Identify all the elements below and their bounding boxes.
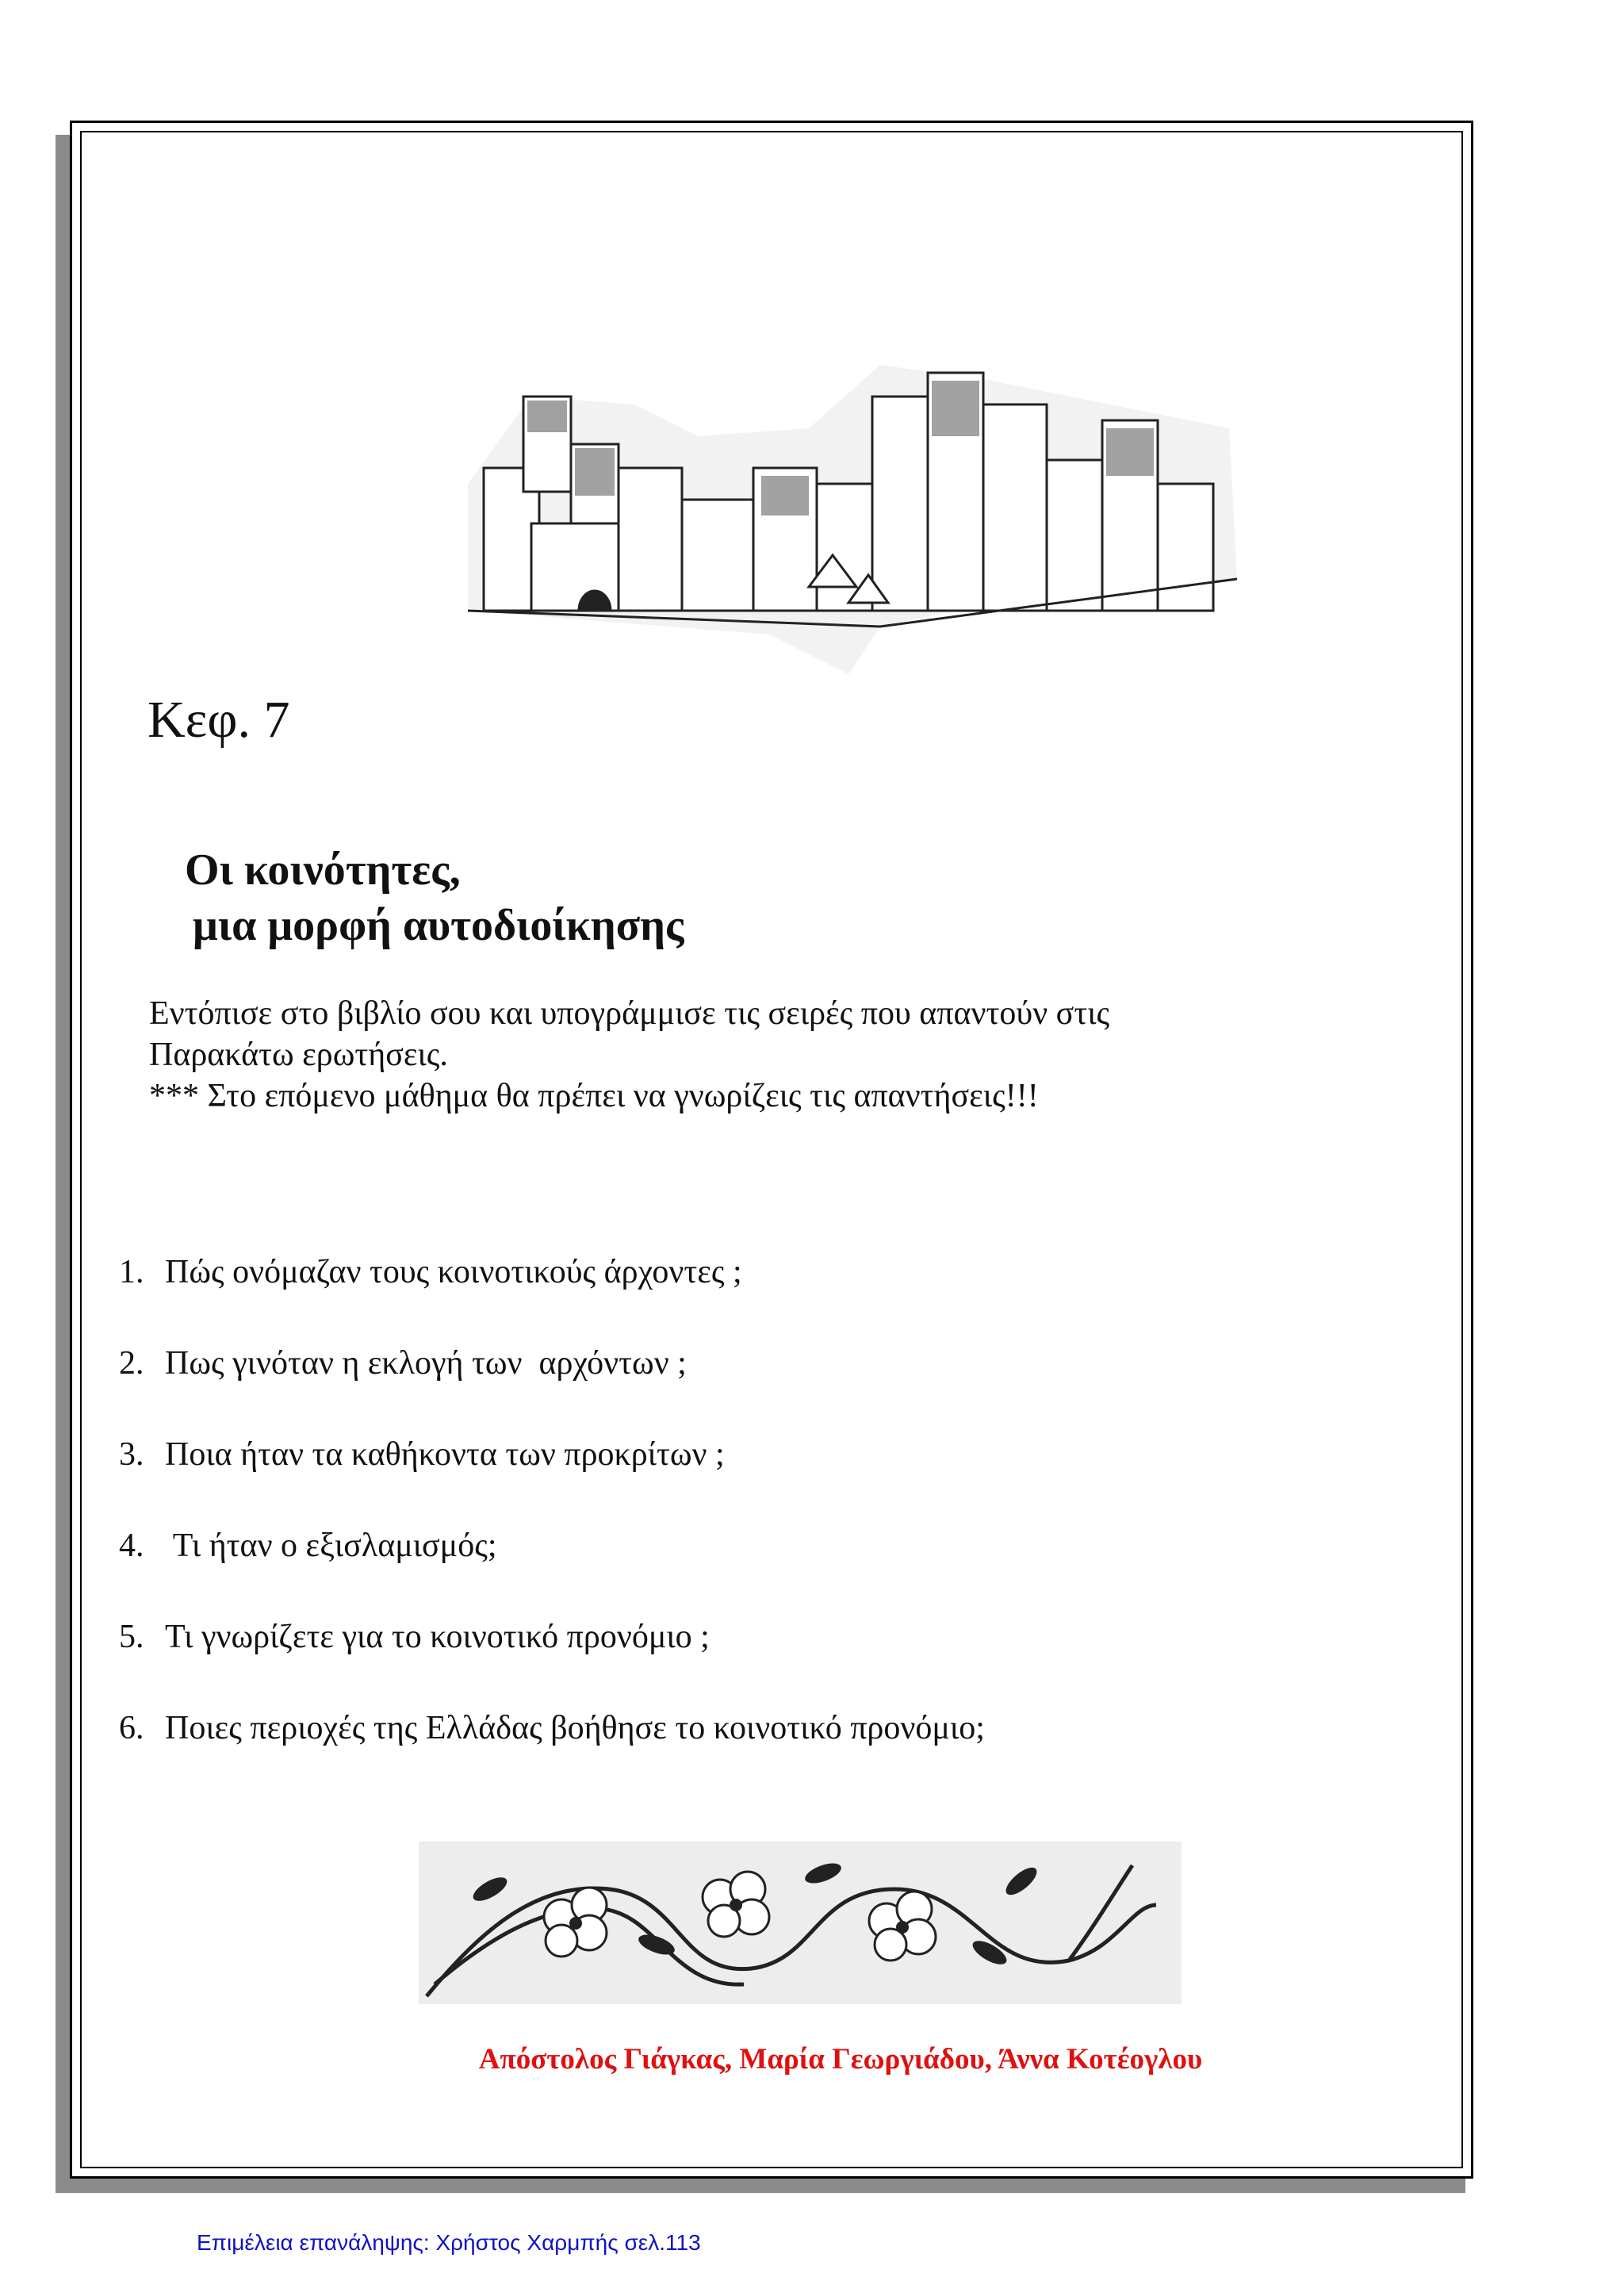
question-text: Ποια ήταν τα καθήκοντα των προκρίτων ; — [165, 1436, 725, 1473]
question-item — [119, 1344, 985, 1435]
title-line-2: μια μορφή αυτοδιοίκησης — [193, 901, 684, 950]
question-text: Ποιες περιοχές της Ελλάδας βοήθησε το κοινοτικό προνόμιο; — [165, 1710, 985, 1746]
question-number: 4. — [119, 1527, 144, 1564]
question-text: Πώς ονόμαζαν τους κοινοτικούς άρχοντες ; — [165, 1254, 742, 1290]
chapter-label: Κεφ. 7 — [147, 691, 290, 749]
authors-credit: Απόστολος Γιάγκας, Μαρία Γεωργιάδου, Άννα Κοτέογλου — [478, 2043, 1203, 2076]
question-item — [119, 1253, 985, 1344]
question-item — [119, 1709, 985, 1800]
castle-illustration — [436, 349, 1253, 690]
floral-ornament — [419, 1842, 1182, 2004]
question-text: Πως γινόταν η εκλογή των αρχόντων ; — [165, 1345, 687, 1382]
question-number: 6. — [119, 1710, 144, 1746]
question-number: 3. — [119, 1436, 144, 1473]
question-number: 5. — [119, 1619, 144, 1655]
question-item — [119, 1435, 985, 1527]
question-list — [119, 1253, 985, 1800]
page-footer: Επιμέλεια επανάληψης: Χρήστος Χαρμπής σελ.113 — [197, 2230, 701, 2255]
question-text: Τι ήταν ο εξισλαμισμός; — [165, 1527, 497, 1564]
title-line-1: Οι κοινότητες, — [185, 845, 461, 895]
question-item — [119, 1527, 985, 1618]
question-number: 1. — [119, 1254, 144, 1290]
instructions — [149, 993, 1109, 1117]
instruction-line-1: Εντόπισε στο βιβλίο σου και υπογράμμισε τις σειρές που απαντούν στις — [149, 995, 1110, 1032]
question-item — [119, 1618, 985, 1709]
instruction-line-2: Παρακάτω ερωτήσεις. — [149, 1037, 448, 1073]
question-text: Τι γνωρίζετε για το κοινοτικό προνόμιο ; — [165, 1619, 710, 1655]
question-number: 2. — [119, 1345, 144, 1382]
page-title — [185, 842, 684, 953]
instruction-line-3: *** Στο επόμενο μάθημα θα πρέπει να γνωρίζεις τις απαντήσεις!!! — [149, 1078, 1039, 1114]
